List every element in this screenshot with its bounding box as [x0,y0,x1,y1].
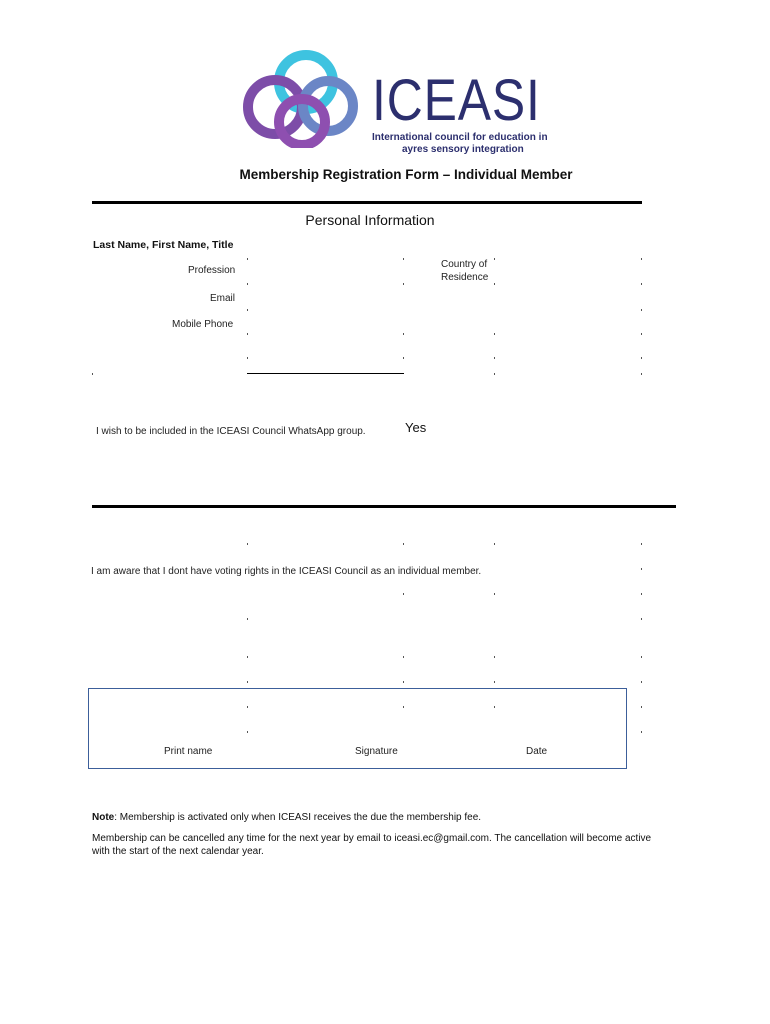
note [92,812,481,823]
field-dot [641,357,642,359]
field-dot [247,333,248,335]
brand-subtitle [372,132,548,156]
country-label-line2: Residence [441,272,489,283]
signature-label: Signature [355,746,398,757]
field-dot [641,593,642,595]
section-title-personal: Personal Information [305,212,435,228]
brand-name: ICEASI [372,68,541,133]
input-line[interactable] [247,373,404,374]
field-dot [494,706,495,708]
field-dot [403,357,404,359]
country-label [441,258,488,284]
whatsapp-answer[interactable]: Yes [405,420,427,435]
name-label: Last Name, First Name, Title [93,239,234,251]
note-text: : Membership is activated only when ICEASI receives the due the membership fee. [114,812,482,823]
brand-subtitle-line2: ayres sensory integration [402,144,524,155]
brand-subtitle-line1: International council for education in [372,132,548,143]
field-dot [494,283,495,285]
field-dot [247,283,248,285]
field-dot [403,283,404,285]
field-dot [641,258,642,260]
field-dot [247,258,248,260]
field-dot [247,618,248,620]
field-dot [641,283,642,285]
field-dot [641,731,642,733]
field-dot [403,543,404,545]
voting-label: I am aware that I dont have voting rights in the ICEASI Council as an individual member. [91,566,482,577]
field-dot [403,656,404,658]
country-label-line1: Country of [441,259,488,270]
field-dot [494,373,495,375]
field-dot [247,543,248,545]
field-dot [641,333,642,335]
field-dot [403,681,404,683]
mobile-label: Mobile Phone [172,319,234,330]
field-dot [494,681,495,683]
field-dot [641,656,642,658]
field-dot [247,681,248,683]
field-dot [494,656,495,658]
field-dot [247,309,248,311]
print-name-label: Print name [164,746,213,757]
field-dot [641,309,642,311]
note-label: Note [92,812,115,823]
whatsapp-label: I wish to be included in the ICEASI Council WhatsApp group. [96,426,366,437]
field-dot [641,706,642,708]
field-dot [494,333,495,335]
field-dot [494,593,495,595]
cancellation-text: Membership can be cancelled any time for the next year by email to iceasi.ec@gmail.com. The cancellation will become active with the start of the next calendar year. [92,833,652,857]
form-title: Membership Registration Form – Individual Member [239,167,573,182]
field-dot [641,373,642,375]
date-label: Date [526,746,548,757]
field-dot [403,593,404,595]
field-dot [494,258,495,260]
field-dot [641,543,642,545]
field-dot [494,543,495,545]
field-dot [247,357,248,359]
field-dot [247,656,248,658]
field-dot [403,706,404,708]
iceasi-logo-icon [238,48,368,148]
profession-label: Profession [188,265,236,276]
middle-divider [92,505,676,508]
field-dot [641,568,642,570]
field-dot [641,618,642,620]
field-dot [403,333,404,335]
field-dot [494,357,495,359]
field-dot [403,258,404,260]
field-dot [92,373,93,375]
field-dot [247,731,248,733]
field-dot [641,681,642,683]
top-divider [92,201,642,204]
field-dot [247,706,248,708]
email-label: Email [210,293,236,304]
